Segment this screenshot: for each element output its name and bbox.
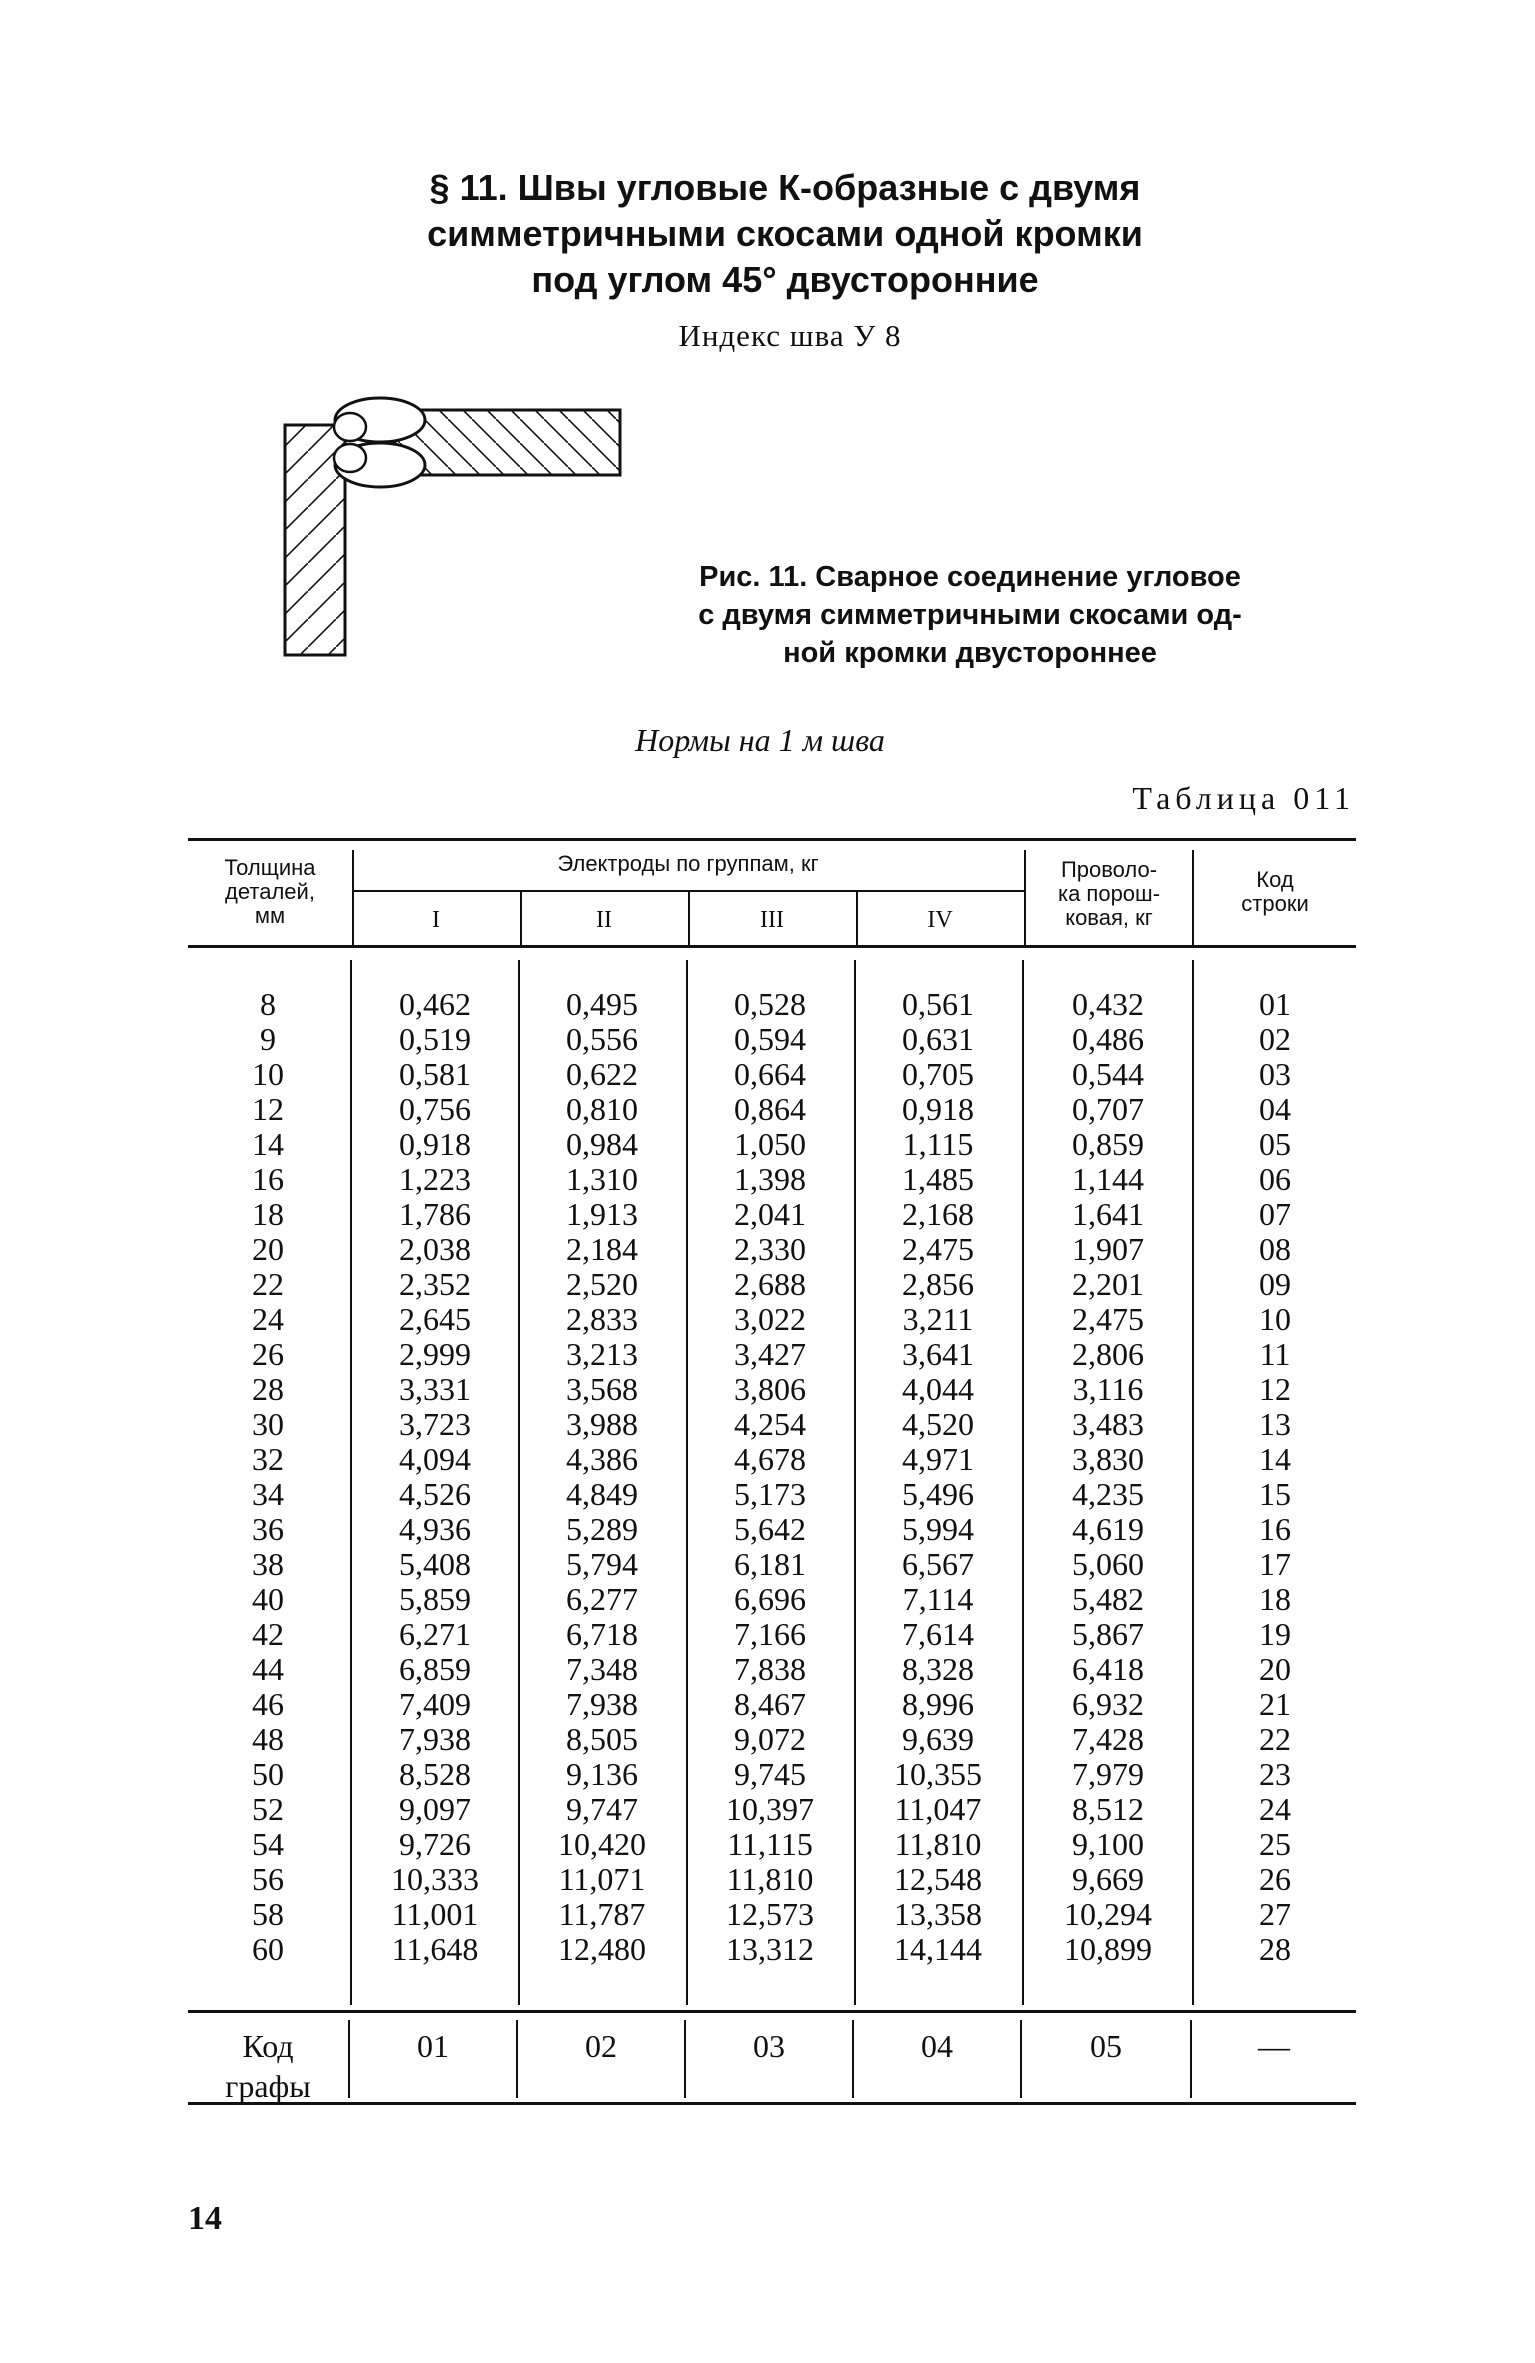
table-cell: 2,201 bbox=[1072, 1266, 1144, 1302]
table-cell: 10,420 bbox=[558, 1826, 646, 1862]
table-cell: 7,614 bbox=[902, 1616, 974, 1652]
table-cell: 12,480 bbox=[558, 1931, 646, 1967]
footer-code: — bbox=[1258, 2028, 1290, 2064]
table-row bbox=[0, 1582, 1535, 1617]
table-cell: 23 bbox=[1259, 1756, 1291, 1792]
table-cell: 3,568 bbox=[566, 1371, 638, 1407]
table-cell: 2,856 bbox=[902, 1266, 974, 1302]
table-cell: 08 bbox=[1259, 1231, 1291, 1267]
table-cell: 56 bbox=[252, 1861, 284, 1897]
table-cell: 9,639 bbox=[902, 1721, 974, 1757]
table-cell: 7,938 bbox=[566, 1686, 638, 1722]
table-cell: 2,688 bbox=[734, 1266, 806, 1302]
table-cell: 13 bbox=[1259, 1406, 1291, 1442]
header-group-1: I bbox=[432, 907, 440, 933]
table-cell: 24 bbox=[252, 1301, 284, 1337]
table-cell: 2,330 bbox=[734, 1231, 806, 1267]
table-cell: 2,475 bbox=[902, 1231, 974, 1267]
footer-code: 01 bbox=[417, 2028, 449, 2064]
table-cell: 03 bbox=[1259, 1056, 1291, 1092]
table-cell: 6,696 bbox=[734, 1581, 806, 1617]
table-cell: 28 bbox=[1259, 1931, 1291, 1967]
table-cell: 8,996 bbox=[902, 1686, 974, 1722]
section-title-line: симметричными скосами одной кромки bbox=[427, 213, 1143, 254]
table-cell: 2,184 bbox=[566, 1231, 638, 1267]
table-cell: 3,483 bbox=[1072, 1406, 1144, 1442]
table-cell: 06 bbox=[1259, 1161, 1291, 1197]
table-cell: 9,097 bbox=[399, 1791, 471, 1827]
header-group-3: III bbox=[760, 907, 784, 933]
table-cell: 11,810 bbox=[726, 1861, 814, 1897]
footer-code: 02 bbox=[585, 2028, 617, 2064]
table-cell: 20 bbox=[252, 1231, 284, 1267]
weld-root-lower bbox=[334, 444, 366, 472]
table-cell: 8,505 bbox=[566, 1721, 638, 1757]
section-title bbox=[300, 165, 1270, 303]
table-cell: 11 bbox=[1259, 1336, 1291, 1372]
table-cell: 0,707 bbox=[1072, 1091, 1144, 1127]
table-cell: 3,211 bbox=[902, 1301, 974, 1337]
table-cell: 7,428 bbox=[1072, 1721, 1144, 1757]
header-group-4: IV bbox=[927, 907, 953, 933]
figure-caption-line: ной кромки двустороннее bbox=[783, 637, 1157, 669]
norms-caption: Нормы на 1 м шва bbox=[635, 722, 885, 758]
table-cell: 20 bbox=[1259, 1651, 1291, 1687]
table-cell: 8,512 bbox=[1072, 1791, 1144, 1827]
footer-label: Код графы bbox=[225, 2028, 311, 2104]
table-cell: 6,181 bbox=[734, 1546, 806, 1582]
table-cell: 0,664 bbox=[734, 1056, 806, 1092]
body-bottom-rule bbox=[188, 2010, 1356, 2013]
table-cell: 40 bbox=[252, 1581, 284, 1617]
table-cell: 3,723 bbox=[399, 1406, 471, 1442]
table-cell: 3,213 bbox=[566, 1336, 638, 1372]
table-cell: 5,408 bbox=[399, 1546, 471, 1582]
table-cell: 18 bbox=[252, 1196, 284, 1232]
table-cell: 15 bbox=[1259, 1476, 1291, 1512]
table-cell: 0,581 bbox=[399, 1056, 471, 1092]
header-group-2: II bbox=[596, 907, 612, 933]
table-cell: 7,348 bbox=[566, 1651, 638, 1687]
table-cell: 32 bbox=[252, 1441, 284, 1477]
table-cell: 9,747 bbox=[566, 1791, 638, 1827]
table-cell: 6,271 bbox=[399, 1616, 471, 1652]
table-cell: 3,427 bbox=[734, 1336, 806, 1372]
table-cell: 6,718 bbox=[566, 1616, 638, 1652]
header-thickness: Толщина деталей, мм bbox=[224, 855, 316, 928]
table-cell: 0,594 bbox=[734, 1021, 806, 1057]
table-cell: 5,859 bbox=[399, 1581, 471, 1617]
table-cell: 14 bbox=[252, 1126, 284, 1162]
table-cell: 04 bbox=[1259, 1091, 1291, 1127]
table-cell: 11,810 bbox=[894, 1826, 982, 1862]
table-row bbox=[0, 1267, 1535, 1302]
footer-code: 03 bbox=[753, 2028, 785, 2064]
table-cell: 5,173 bbox=[734, 1476, 806, 1512]
table-cell: 10,397 bbox=[726, 1791, 814, 1827]
table-cell: 34 bbox=[252, 1476, 284, 1512]
table-cell: 11,001 bbox=[391, 1896, 479, 1932]
table-cell: 1,398 bbox=[734, 1161, 806, 1197]
table-cell: 1,786 bbox=[399, 1196, 471, 1232]
table-cell: 14,144 bbox=[894, 1931, 982, 1967]
table-cell: 44 bbox=[252, 1651, 284, 1687]
header-electrodes-group: Электроды по группам, кг bbox=[557, 851, 819, 876]
table-cell: 01 bbox=[1259, 986, 1291, 1022]
table-cell: 0,519 bbox=[399, 1021, 471, 1057]
table-cell: 11,115 bbox=[727, 1826, 813, 1862]
table-row bbox=[0, 1757, 1535, 1792]
table-cell: 4,936 bbox=[399, 1511, 471, 1547]
table-cell: 48 bbox=[252, 1721, 284, 1757]
table-cell: 25 bbox=[1259, 1826, 1291, 1862]
table-cell: 4,520 bbox=[902, 1406, 974, 1442]
table-cell: 8,467 bbox=[734, 1686, 806, 1722]
table-cell: 9,745 bbox=[734, 1756, 806, 1792]
table-cell: 0,859 bbox=[1072, 1126, 1144, 1162]
table-cell: 0,486 bbox=[1072, 1021, 1144, 1057]
table-cell: 14 bbox=[1259, 1441, 1291, 1477]
table-cell: 2,806 bbox=[1072, 1336, 1144, 1372]
table-cell: 9,726 bbox=[399, 1826, 471, 1862]
table-cell: 4,235 bbox=[1072, 1476, 1144, 1512]
table-row bbox=[0, 1862, 1535, 1897]
table-cell: 2,520 bbox=[566, 1266, 638, 1302]
table-cell: 02 bbox=[1259, 1021, 1291, 1057]
table-cell: 3,022 bbox=[734, 1301, 806, 1337]
table-cell: 5,289 bbox=[566, 1511, 638, 1547]
table-cell: 0,544 bbox=[1072, 1056, 1144, 1092]
table-cell: 5,867 bbox=[1072, 1616, 1144, 1652]
header-wire: Проволо- ка порош- ковая, кг bbox=[1057, 857, 1161, 930]
table-cell: 3,331 bbox=[399, 1371, 471, 1407]
table-cell: 2,352 bbox=[399, 1266, 471, 1302]
table-cell: 2,475 bbox=[1072, 1301, 1144, 1337]
table-cell: 1,907 bbox=[1072, 1231, 1144, 1267]
table-cell: 4,254 bbox=[734, 1406, 806, 1442]
table-cell: 22 bbox=[1259, 1721, 1291, 1757]
table-cell: 10,333 bbox=[391, 1861, 479, 1897]
table-row bbox=[0, 1092, 1535, 1127]
table-cell: 2,168 bbox=[902, 1196, 974, 1232]
table-cell: 6,277 bbox=[566, 1581, 638, 1617]
table-cell: 9,072 bbox=[734, 1721, 806, 1757]
table-cell: 0,556 bbox=[566, 1021, 638, 1057]
table-cell: 1,115 bbox=[902, 1126, 974, 1162]
weld-joint-figure bbox=[280, 395, 630, 675]
table-cell: 26 bbox=[252, 1336, 284, 1372]
table-bottom-rule bbox=[188, 2102, 1356, 2105]
table-row bbox=[0, 1932, 1535, 1967]
table-cell: 1,310 bbox=[566, 1161, 638, 1197]
table-row bbox=[0, 1652, 1535, 1687]
table-cell: 3,116 bbox=[1072, 1371, 1144, 1407]
table-cell: 5,642 bbox=[734, 1511, 806, 1547]
table-cell: 2,038 bbox=[399, 1231, 471, 1267]
table-cell: 10 bbox=[1259, 1301, 1291, 1337]
table-cell: 13,312 bbox=[726, 1931, 814, 1967]
table-cell: 12 bbox=[1259, 1371, 1291, 1407]
table-cell: 0,705 bbox=[902, 1056, 974, 1092]
table-cell: 3,830 bbox=[1072, 1441, 1144, 1477]
table-cell: 9,100 bbox=[1072, 1826, 1144, 1862]
table-cell: 9 bbox=[260, 1021, 276, 1057]
table-row bbox=[0, 987, 1535, 1022]
footer-code: 04 bbox=[921, 2028, 953, 2064]
table-cell: 24 bbox=[1259, 1791, 1291, 1827]
table-row bbox=[0, 1022, 1535, 1057]
table-cell: 4,849 bbox=[566, 1476, 638, 1512]
table-cell: 10,294 bbox=[1064, 1896, 1152, 1932]
table-cell: 8,528 bbox=[399, 1756, 471, 1792]
table-cell: 4,044 bbox=[902, 1371, 974, 1407]
table-row bbox=[0, 1442, 1535, 1477]
table-row bbox=[0, 1162, 1535, 1197]
table-cell: 07 bbox=[1259, 1196, 1291, 1232]
table-cell: 0,495 bbox=[566, 986, 638, 1022]
seam-index: Индекс шва У 8 bbox=[678, 318, 902, 353]
table-cell: 0,810 bbox=[566, 1091, 638, 1127]
table-cell: 7,938 bbox=[399, 1721, 471, 1757]
table-cell: 0,984 bbox=[566, 1126, 638, 1162]
table-cell: 4,094 bbox=[399, 1441, 471, 1477]
table-cell: 21 bbox=[1259, 1686, 1291, 1722]
weld-root-upper bbox=[334, 413, 366, 441]
table-cell: 22 bbox=[252, 1266, 284, 1302]
table-row bbox=[0, 1407, 1535, 1442]
table-cell: 4,971 bbox=[902, 1441, 974, 1477]
table-cell: 2,645 bbox=[399, 1301, 471, 1337]
table-row bbox=[0, 1617, 1535, 1652]
table-row bbox=[0, 1547, 1535, 1582]
table-cell: 0,864 bbox=[734, 1091, 806, 1127]
table-cell: 1,050 bbox=[734, 1126, 806, 1162]
table-cell: 1,641 bbox=[1072, 1196, 1144, 1232]
table-cell: 12 bbox=[252, 1091, 284, 1127]
table-cell: 05 bbox=[1259, 1126, 1291, 1162]
table-cell: 7,979 bbox=[1072, 1756, 1144, 1792]
table-cell: 09 bbox=[1259, 1266, 1291, 1302]
table-row bbox=[0, 1792, 1535, 1827]
footer-code: 05 bbox=[1090, 2028, 1122, 2064]
table-cell: 16 bbox=[252, 1161, 284, 1197]
table-cell: 60 bbox=[252, 1931, 284, 1967]
table-cell: 0,561 bbox=[902, 986, 974, 1022]
table-cell: 4,678 bbox=[734, 1441, 806, 1477]
table-row bbox=[0, 1722, 1535, 1757]
table-cell: 7,114 bbox=[902, 1581, 974, 1617]
figure-caption-line: с двумя симметричными скосами од- bbox=[698, 599, 1242, 631]
table-row bbox=[0, 1057, 1535, 1092]
table-cell: 52 bbox=[252, 1791, 284, 1827]
table-cell: 16 bbox=[1259, 1511, 1291, 1547]
table-cell: 54 bbox=[252, 1826, 284, 1862]
table-cell: 4,386 bbox=[566, 1441, 638, 1477]
table-cell: 7,166 bbox=[734, 1616, 806, 1652]
table-cell: 6,567 bbox=[902, 1546, 974, 1582]
table-row bbox=[0, 1232, 1535, 1267]
table-row bbox=[0, 1372, 1535, 1407]
table-row bbox=[0, 1127, 1535, 1162]
table-row bbox=[0, 1197, 1535, 1232]
table-cell: 58 bbox=[252, 1896, 284, 1932]
table-cell: 0,918 bbox=[399, 1126, 471, 1162]
table-cell: 11,071 bbox=[558, 1861, 646, 1897]
table-row bbox=[0, 1337, 1535, 1372]
table-cell: 2,041 bbox=[734, 1196, 806, 1232]
table-cell: 11,047 bbox=[894, 1791, 982, 1827]
section-title-line: § 11. Швы угловые К-образные с двумя bbox=[429, 167, 1141, 208]
table-cell: 1,144 bbox=[1072, 1161, 1144, 1197]
table-cell: 19 bbox=[1259, 1616, 1291, 1652]
table-cell: 5,060 bbox=[1072, 1546, 1144, 1582]
table-row bbox=[0, 1687, 1535, 1722]
table-cell: 1,913 bbox=[566, 1196, 638, 1232]
page-number: 14 bbox=[188, 2200, 222, 2237]
table-cell: 10,899 bbox=[1064, 1931, 1152, 1967]
table-cell: 42 bbox=[252, 1616, 284, 1652]
table-row bbox=[0, 1302, 1535, 1337]
table-cell: 27 bbox=[1259, 1896, 1291, 1932]
table-cell: 6,932 bbox=[1072, 1686, 1144, 1722]
table-cell: 2,999 bbox=[399, 1336, 471, 1372]
header-bottom-rule bbox=[188, 945, 1356, 948]
table-top-rule bbox=[188, 838, 1356, 841]
table-row bbox=[0, 1827, 1535, 1862]
table-cell: 9,669 bbox=[1072, 1861, 1144, 1897]
table-cell: 46 bbox=[252, 1686, 284, 1722]
table-cell: 18 bbox=[1259, 1581, 1291, 1617]
table-cell: 5,794 bbox=[566, 1546, 638, 1582]
table-cell: 36 bbox=[252, 1511, 284, 1547]
table-cell: 50 bbox=[252, 1756, 284, 1792]
table-cell: 2,833 bbox=[566, 1301, 638, 1337]
table-row bbox=[0, 1512, 1535, 1547]
table-cell: 28 bbox=[252, 1371, 284, 1407]
table-cell: 30 bbox=[252, 1406, 284, 1442]
table-cell: 9,136 bbox=[566, 1756, 638, 1792]
table-cell: 0,756 bbox=[399, 1091, 471, 1127]
table-number: Таблица 011 bbox=[1132, 780, 1355, 816]
table-cell: 5,994 bbox=[902, 1511, 974, 1547]
table-cell: 5,496 bbox=[902, 1476, 974, 1512]
table-row bbox=[0, 1897, 1535, 1932]
table-cell: 5,482 bbox=[1072, 1581, 1144, 1617]
table-cell: 11,787 bbox=[558, 1896, 646, 1932]
table-cell: 0,622 bbox=[566, 1056, 638, 1092]
table-cell: 1,485 bbox=[902, 1161, 974, 1197]
table-cell: 38 bbox=[252, 1546, 284, 1582]
table-cell: 0,528 bbox=[734, 986, 806, 1022]
table-cell: 8 bbox=[260, 986, 276, 1022]
table-cell: 3,806 bbox=[734, 1371, 806, 1407]
table-cell: 6,859 bbox=[399, 1651, 471, 1687]
table-cell: 8,328 bbox=[902, 1651, 974, 1687]
figure-caption bbox=[640, 558, 1300, 672]
table-cell: 0,432 bbox=[1072, 986, 1144, 1022]
table-cell: 6,418 bbox=[1072, 1651, 1144, 1687]
table-cell: 3,641 bbox=[902, 1336, 974, 1372]
section-title-line: под углом 45° двусторонние bbox=[531, 259, 1039, 300]
table-cell: 12,548 bbox=[894, 1861, 982, 1897]
table-cell: 11,648 bbox=[391, 1931, 479, 1967]
table-cell: 10 bbox=[252, 1056, 284, 1092]
table-cell: 4,526 bbox=[399, 1476, 471, 1512]
figure-caption-line: Рис. 11. Сварное соединение угловое bbox=[699, 561, 1241, 593]
table-cell: 12,573 bbox=[726, 1896, 814, 1932]
table-cell: 0,918 bbox=[902, 1091, 974, 1127]
table-cell: 0,462 bbox=[399, 986, 471, 1022]
table-row bbox=[0, 1477, 1535, 1512]
table-cell: 7,838 bbox=[734, 1651, 806, 1687]
horizontal-plate bbox=[395, 410, 620, 475]
table-cell: 1,223 bbox=[399, 1161, 471, 1197]
table-cell: 26 bbox=[1259, 1861, 1291, 1897]
header-row-code: Код строки bbox=[1241, 867, 1309, 916]
table-cell: 4,619 bbox=[1072, 1511, 1144, 1547]
table-cell: 13,358 bbox=[894, 1896, 982, 1932]
table-cell: 7,409 bbox=[399, 1686, 471, 1722]
table-cell: 17 bbox=[1259, 1546, 1291, 1582]
table-cell: 0,631 bbox=[902, 1021, 974, 1057]
table-cell: 10,355 bbox=[894, 1756, 982, 1792]
table-cell: 3,988 bbox=[566, 1406, 638, 1442]
